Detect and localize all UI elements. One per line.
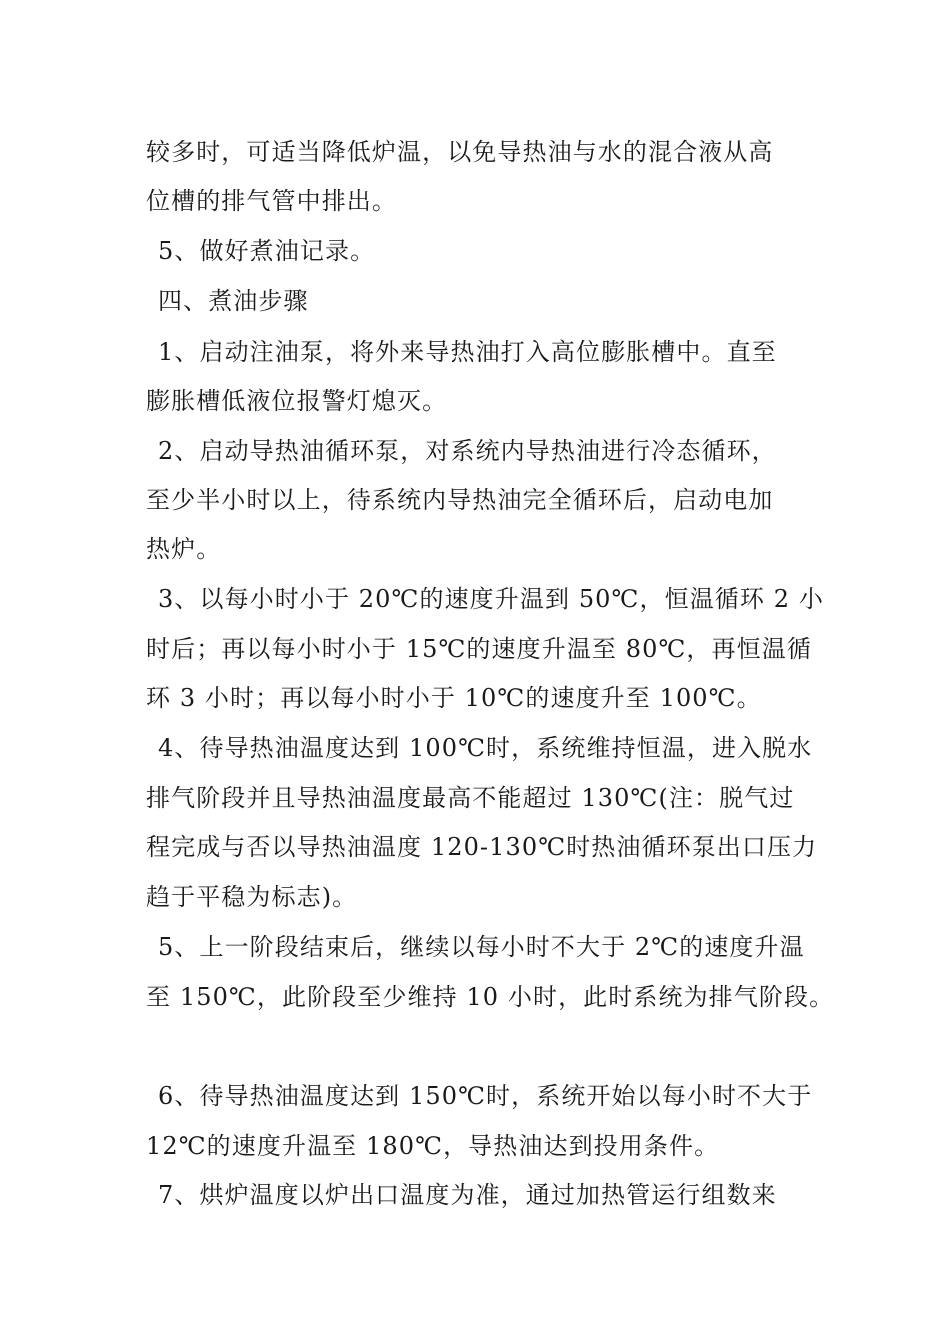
- text-line-2: 位槽的排气管中排出。: [146, 187, 397, 215]
- step-1-line-2: 膨胀槽低液位报警灯熄灭。: [146, 387, 448, 415]
- step-1-line-1: 1、启动注油泵，将外来导热油打入高位膨胀槽中。直至: [158, 338, 777, 366]
- step-2-line-1: 2、启动导热油循环泵，对系统内导热油进行冷态循环，: [158, 437, 777, 465]
- step-7-line-1: 7、烘炉温度以炉出口温度为准，通过加热管运行组数来: [158, 1181, 777, 1209]
- step-5-line-2: 至 150℃，此阶段至少维持 10 小时，此时系统为排气阶段。: [146, 983, 835, 1011]
- step-4-line-4: 趋于平稳为标志)。: [146, 883, 358, 911]
- step-2-line-3: 热炉。: [146, 535, 222, 563]
- step-6-line-1: 6、待导热油温度达到 150℃时，系统开始以每小时不大于: [158, 1082, 813, 1110]
- step-5-line-1: 5、上一阶段结束后，继续以每小时不大于 2℃的速度升温: [158, 933, 805, 961]
- section-heading-4: 四、煮油步骤: [158, 287, 309, 315]
- step-2-line-2: 至少半小时以上，待系统内导热油完全循环后，启动电加: [146, 486, 774, 514]
- step-4-line-2: 排气阶段并且导热油温度最高不能超过 130℃(注：脱气过: [146, 784, 795, 812]
- step-3-line-2: 时后；再以每小时小于 15℃的速度升温至 80℃，再恒温循: [146, 635, 812, 663]
- step-6-line-2: 12℃的速度升温至 180℃，导热油达到投用条件。: [146, 1132, 720, 1160]
- step-3-line-3: 环 3 小时；再以每小时小于 10℃的速度升至 100℃。: [146, 684, 762, 712]
- text-line-1: 较多时，可适当降低炉温，以免导热油与水的混合液从高: [146, 138, 774, 166]
- list-item-5-record: 5、做好煮油记录。: [158, 237, 376, 265]
- step-3-line-1: 3、以每小时小于 20℃的速度升温到 50℃，恒温循环 2 小: [158, 585, 824, 613]
- step-4-line-1: 4、待导热油温度达到 100℃时，系统维持恒温，进入脱水: [158, 734, 813, 762]
- step-4-line-3: 程完成与否以导热油温度 120-130℃时热油循环泵出口压力: [146, 833, 818, 861]
